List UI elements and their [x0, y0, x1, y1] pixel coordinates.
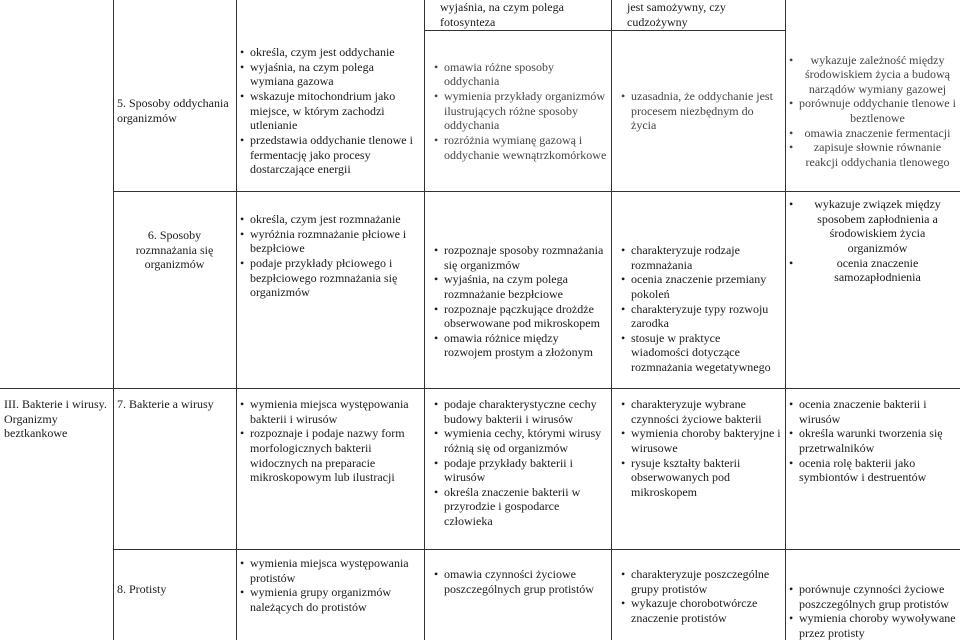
row-col3 — [236, 212, 424, 300]
list-item: • wymienia choroby wywoływane przez protisty — [789, 611, 956, 640]
grid-line — [113, 549, 960, 550]
list-item: • porównuje czynności życiowe poszczególnych grup protistów — [789, 582, 956, 611]
list-item: • wymienia choroby bakteryjne i wirusowe — [621, 426, 781, 455]
bullet-list — [240, 556, 420, 615]
list-item: • charakteryzuje poszczególne grupy protistów — [621, 567, 781, 596]
bullet-list — [240, 212, 420, 300]
bullet-list — [621, 89, 781, 133]
topic-label: 6. Sposoby rozmnażania się organizmów — [135, 228, 214, 272]
list-item: • zapisuje słownie równanie reakcji oddychania tlenowego — [789, 140, 956, 169]
list-item: • wyróżnia rozmnażanie płciowe i bezpłciowe — [240, 227, 420, 256]
bullet-list — [789, 397, 956, 485]
list-item: • stosuje w praktyce wiadomości dotyczące rozmnażania wegetatywnego — [621, 331, 781, 375]
grid-line — [424, 30, 785, 31]
bullet-list — [621, 243, 781, 375]
list-item: • charakteryzuje typy rozwoju zarodka — [621, 302, 781, 331]
row-col3 — [236, 397, 424, 485]
bullet-list — [434, 567, 607, 596]
list-item: • rozpoznaje i podaje nazwy form morfologicznych bakterii widocznych na preparacie mikroskopowym lub ilustracji — [240, 426, 420, 485]
list-item: • przedstawia oddychanie tlenowe i fermentację jako procesy dostarczające energii — [240, 133, 420, 177]
list-item: • określa znaczenie bakterii w przyrodzie i gospodarce człowieka — [434, 485, 607, 529]
row-col4 — [424, 567, 611, 596]
top-partial-col5 — [611, 0, 785, 29]
list-item: • rozpoznaje sposoby rozmnażania się organizmów — [434, 243, 607, 272]
list-item: • ocenia znaczenie bakterii i wirusów — [789, 397, 956, 426]
list-item: • omawia czynności życiowe poszczególnych grup protistów — [434, 567, 607, 596]
list-item: • rozpoznaje pączkujące drożdże obserwowane pod mikroskopem — [434, 302, 607, 331]
row-col6 — [785, 36, 960, 186]
list-item: • podaje przykłady płciowego i bezpłciowego rozmnażania się organizmów — [240, 256, 420, 300]
list-item: • określa, czym jest oddychanie — [240, 45, 420, 60]
row-topic — [113, 582, 236, 597]
list-item: • wymienia grupy organizmów należących do protistów — [240, 585, 420, 614]
list-item: • określa warunki tworzenia się przetrwalników — [789, 426, 956, 455]
list-item: • rysuje kształty bakterii obserwowanych pod mikroskopem — [621, 456, 781, 500]
partial-line: jest samożywny, czy — [627, 0, 726, 14]
topic-label: 7. Bakterie a wirusy — [117, 397, 214, 411]
list-item: • wykazuje chorobotwórcze znaczenie protistów — [621, 596, 781, 625]
list-item: • uzasadnia, że oddychanie jest procesem niezbędnym do życia — [621, 89, 781, 133]
bullet-list — [434, 60, 607, 162]
bullet-list — [434, 397, 607, 529]
section-title: III. Bakterie i wirusy. Organizmy beztkankowe — [4, 397, 107, 441]
partial-line: fotosynteza — [440, 14, 496, 29]
row-topic — [113, 228, 236, 272]
row-col3 — [236, 556, 424, 615]
partial-line: cudzożywny — [627, 14, 688, 29]
bullet-list — [240, 45, 420, 177]
row-col5 — [611, 36, 785, 186]
row-col6 — [785, 397, 960, 485]
list-item: • charakteryzuje rodzaje rozmnażania — [621, 243, 781, 272]
partial-line: wyjaśnia, na czym polega — [440, 0, 564, 14]
row-col3 — [236, 36, 424, 186]
bullet-list — [789, 582, 956, 641]
list-item: • określa, czym jest rozmnażanie — [240, 212, 420, 227]
grid-line — [113, 191, 960, 192]
list-item: • porównuje oddychanie tlenowe i beztlenowe — [789, 96, 956, 125]
list-item: • wymienia miejsca występowania bakterii i wirusów — [240, 397, 420, 426]
list-item: • podaje przykłady bakterii i wirusów — [434, 456, 607, 485]
list-item: • omawia różne sposoby oddychania — [434, 60, 607, 89]
list-item: • wskazuje mitochondrium jako miejsce, w którym zachodzi utlenianie — [240, 89, 420, 133]
list-item: • ocenia rolę bakterii jako symbiontów i destruentów — [789, 456, 956, 485]
list-item: • podaje charakterystyczne cechy budowy bakterii i wirusów — [434, 397, 607, 426]
row-col6 — [785, 582, 960, 641]
list-item: • rozróżnia wymianę gazową i oddychanie wewnątrzkomórkowe — [434, 133, 607, 162]
list-item: • ocenia znaczenie samozapłodnienia — [789, 256, 956, 285]
topic-label: 8. Protisty — [117, 582, 167, 596]
bullet-list — [789, 53, 956, 170]
grid-line — [0, 388, 960, 389]
section-label — [0, 397, 113, 441]
bullet-list — [621, 567, 781, 626]
list-item: • wykazuje związek między sposobem zapłodnienia a środowiskiem życia organizmów — [789, 197, 956, 256]
list-item: • charakteryzuje wybrane czynności życiowe bakterii — [621, 397, 781, 426]
row-topic — [113, 397, 236, 412]
row-col4 — [424, 243, 611, 360]
row-col4 — [424, 36, 611, 186]
row-col5 — [611, 243, 785, 375]
list-item: • wymienia przykłady organizmów ilustrujących różne sposoby oddychania — [434, 89, 607, 133]
bullet-list — [434, 243, 607, 360]
list-item: • wyjaśnia, na czym polega wymiana gazowa — [240, 60, 420, 89]
list-item: • omawia znaczenie fermentacji — [789, 126, 956, 141]
list-item: • wyjaśnia, na czym polega rozmnażanie bezpłciowe — [434, 272, 607, 301]
list-item: • ocenia znaczenie przemiany pokoleń — [621, 272, 781, 301]
list-item: • wykazuje zależność między środowiskiem życia a budową narządów wymiany gazowej — [789, 53, 956, 97]
list-item: • wymienia miejsca występowania protistów — [240, 556, 420, 585]
topic-label: 5. Sposoby oddychania organizmów — [117, 96, 229, 125]
bullet-list — [789, 197, 956, 285]
row-col5 — [611, 397, 785, 499]
bullet-list — [240, 397, 420, 485]
top-partial-col4 — [424, 0, 611, 29]
row-topic — [113, 36, 236, 186]
list-item: • wymienia cechy, którymi wirusy różnią się od organizmów — [434, 426, 607, 455]
list-item: • omawia różnice między rozwojem prostym a złożonym — [434, 331, 607, 360]
row-col4 — [424, 397, 611, 529]
row-col5 — [611, 567, 785, 626]
row-col6 — [785, 197, 960, 285]
bullet-list — [621, 397, 781, 499]
